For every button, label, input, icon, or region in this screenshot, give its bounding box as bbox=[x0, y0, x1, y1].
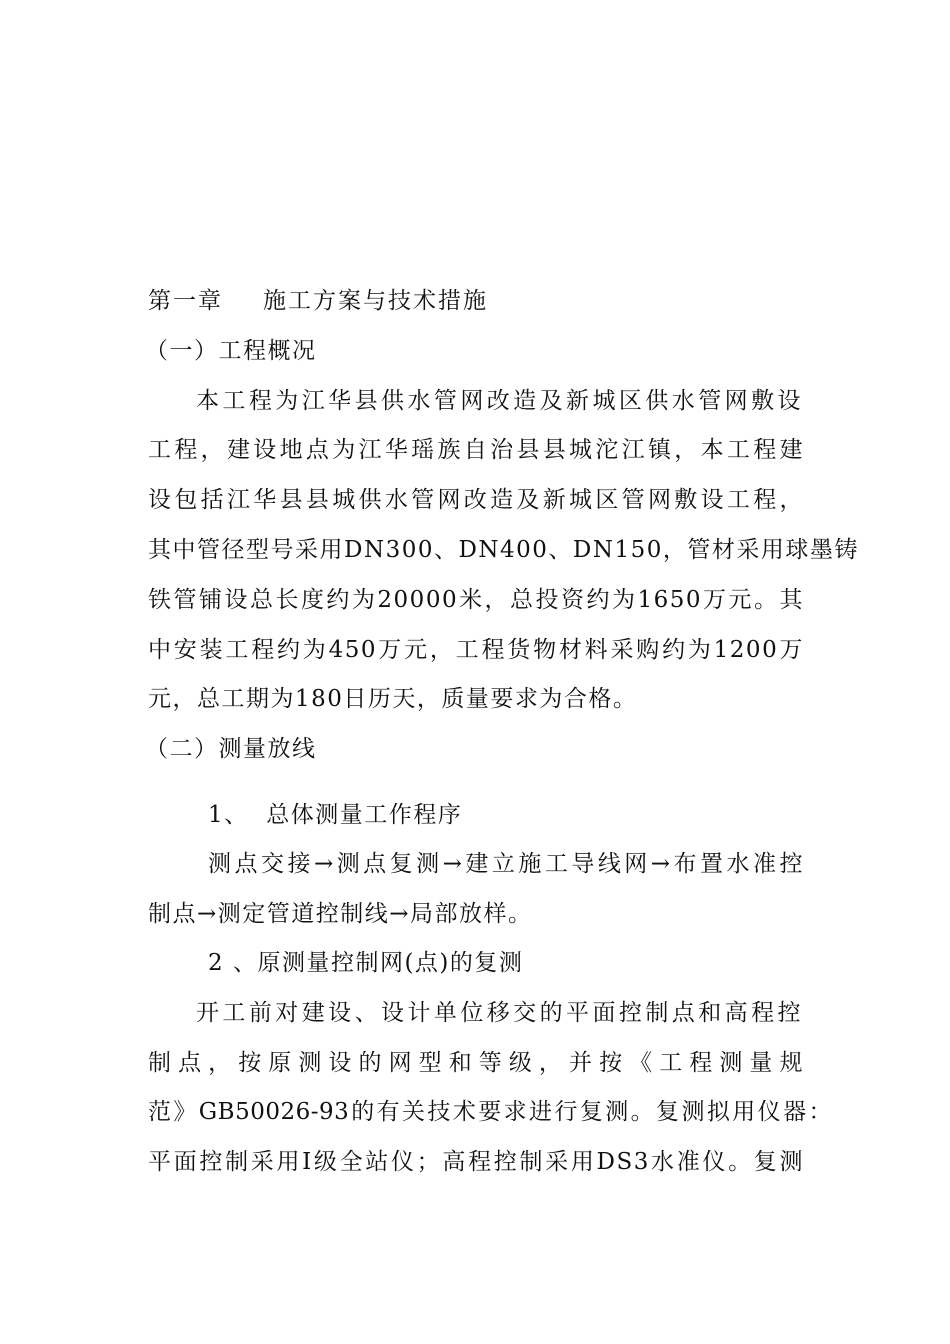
procedure-line: 制点→测定管道控制线→局部放样。 bbox=[148, 901, 533, 927]
paragraph-line: 铁管铺设总长度约为20000米，总投资约为1650万元。其 bbox=[148, 587, 804, 613]
paragraph-line: 其中管径型号采用DN300、DN400、DN150，管材采用球墨铸 bbox=[148, 537, 859, 563]
recheck-line: 开工前对建设、设计单位移交的平面控制点和高程控 bbox=[196, 1000, 802, 1026]
subsection-heading-procedure: 1、 总体测量工作程序 bbox=[208, 802, 463, 828]
recheck-line: 制点，按原测设的网型和等级，并按《工程测量规 bbox=[148, 1050, 804, 1076]
paragraph-line: 本工程为江华县供水管网改造及新城区供水管网敷设 bbox=[196, 388, 802, 414]
paragraph-line: 元，总工期为180日历天，质量要求为合格。 bbox=[148, 686, 638, 712]
subsection-heading-recheck: 2 、原测量控制网(点)的复测 bbox=[208, 950, 524, 976]
paragraph-line: 设包括江华县县城供水管网改造及新城区管网敷设工程， bbox=[148, 487, 804, 513]
chapter-number: 第一章 bbox=[148, 288, 223, 314]
procedure-line: 测点交接→测点复测→建立施工导线网→布置水准控 bbox=[208, 851, 804, 877]
recheck-line: 范》GB50026-93的有关技术要求进行复测。复测拟用仪器： bbox=[148, 1099, 832, 1125]
paragraph-line: 中安装工程约为450万元，工程货物材料采购约为1200万 bbox=[148, 637, 804, 663]
section-heading-overview: （一）工程概况 bbox=[145, 338, 317, 364]
section-heading-survey: （二）测量放线 bbox=[145, 736, 317, 762]
paragraph-line: 工程，建设地点为江华瑶族自治县县城沱江镇，本工程建 bbox=[148, 437, 804, 463]
chapter-name: 施工方案与技术措施 bbox=[263, 288, 488, 314]
chapter-title bbox=[148, 286, 488, 316]
recheck-line: 平面控制采用Ⅰ级全站仪；高程控制采用DS3水准仪。复测 bbox=[148, 1149, 804, 1175]
